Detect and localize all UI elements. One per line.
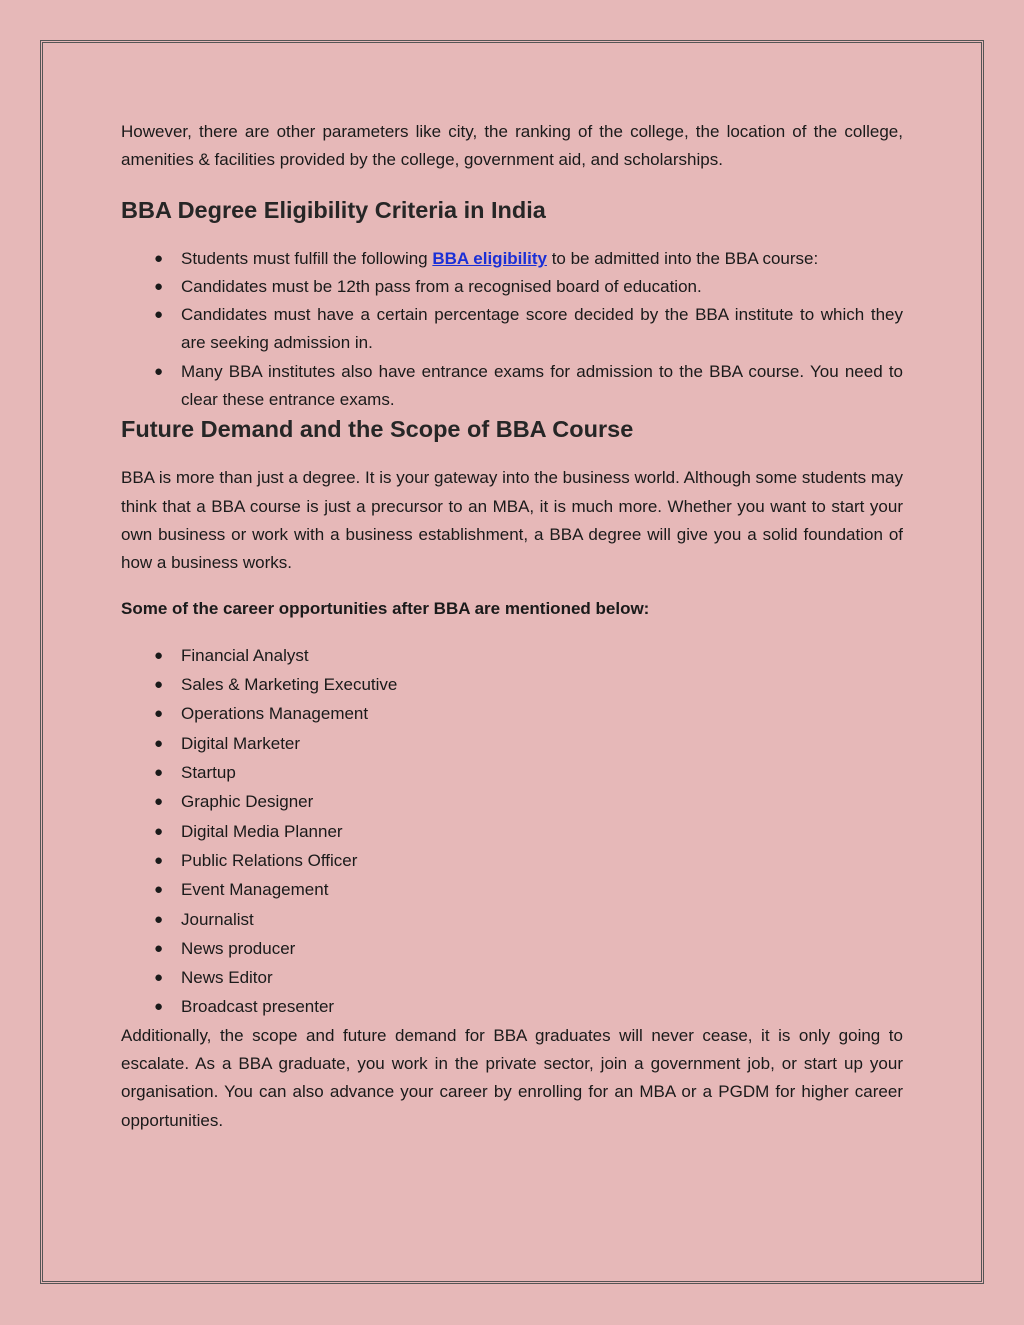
career-item: Graphic Designer	[181, 792, 314, 812]
bullet-icon: ●	[154, 734, 164, 752]
career-item: Operations Management	[181, 704, 369, 724]
intro-paragraph: However, there are other parameters like city, the ranking of the college, the location of the college, amenities & facilities provided by the college, government aid, and scholarships.	[121, 122, 903, 170]
document-content	[121, 118, 903, 1135]
list-item	[121, 846, 903, 875]
bullet-icon: ●	[154, 793, 164, 811]
bullet-icon: ●	[154, 822, 164, 840]
career-item: Event Management	[181, 880, 329, 900]
list-item	[121, 301, 903, 358]
eligibility-list	[121, 245, 903, 415]
bullet-icon: ●	[154, 910, 164, 928]
career-item: Journalist	[181, 909, 254, 929]
career-item: Sales & Marketing Executive	[181, 675, 398, 695]
career-item: Digital Media Planner	[181, 821, 343, 841]
list-item	[121, 992, 903, 1021]
closing-paragraph: Additionally, the scope and future demand for BBA graduates will never cease, it is only going to escalate. As a BBA graduate, you work in the private sector, join a government job, or start up your organisation. You can also advance your career by enrolling for an MBA or a PGDM for higher career opportunities.	[121, 1025, 903, 1130]
career-item: Digital Marketer	[181, 733, 301, 753]
bullet-icon: ●	[154, 881, 164, 899]
list-item	[121, 758, 903, 787]
list-item	[121, 817, 903, 846]
list-item	[121, 358, 903, 415]
list-item	[121, 641, 903, 670]
bullet-icon: ●	[154, 646, 164, 664]
career-item: Public Relations Officer	[181, 850, 358, 870]
list-item	[121, 670, 903, 699]
list-item	[121, 963, 903, 992]
scope-paragraph: BBA is more than just a degree. It is your gateway into the business world. Although some students may think that a BBA course is just a precursor to an MBA, it is much more. Whether you want to start your own business or work with a business establishment, a BBA degree will give you a solid foundation of how a business works.	[121, 468, 903, 573]
future-scope-heading: Future Demand and the Scope of BBA Course	[121, 416, 634, 443]
list-item	[121, 787, 903, 816]
bullet-icon: ●	[154, 705, 164, 723]
bullet-icon: ●	[154, 851, 164, 869]
bullet-icon: ●	[154, 764, 164, 782]
career-item: Financial Analyst	[181, 645, 309, 665]
bullet-icon: ●	[154, 969, 164, 987]
list-item	[121, 934, 903, 963]
careers-heading: Some of the career opportunities after BBA are mentioned below:	[121, 598, 650, 618]
careers-list	[121, 641, 903, 1022]
bullet-icon: ●	[154, 277, 164, 295]
career-item: Broadcast presenter	[181, 997, 335, 1017]
list-item	[121, 729, 903, 758]
list-item	[121, 905, 903, 934]
list-item	[121, 699, 903, 728]
list-item-text: Students must fulfill the following	[181, 248, 433, 268]
list-item-text: Many BBA institutes also have entrance exams for admission to the BBA course. You need to clear these entrance exams.	[181, 361, 903, 410]
list-item	[121, 875, 903, 904]
bullet-icon: ●	[154, 306, 164, 324]
career-item: News Editor	[181, 968, 273, 988]
bba-eligibility-link[interactable]: BBA eligibility	[432, 248, 547, 268]
career-item: News producer	[181, 938, 296, 958]
list-item-text: Candidates must be 12th pass from a recognised board of education.	[181, 276, 702, 296]
list-item	[121, 273, 903, 301]
bullet-icon: ●	[154, 939, 164, 957]
bullet-icon: ●	[154, 998, 164, 1016]
eligibility-heading: BBA Degree Eligibility Criteria in India	[121, 196, 546, 223]
bullet-icon: ●	[154, 249, 164, 267]
bullet-icon: ●	[154, 676, 164, 694]
list-item-text: to be admitted into the BBA course:	[546, 248, 819, 268]
list-item-text: Candidates must have a certain percentage score decided by the BBA institute to which they are seeking admission in.	[181, 305, 903, 353]
career-item: Startup	[181, 763, 236, 783]
bullet-icon: ●	[154, 362, 164, 380]
list-item	[121, 245, 903, 273]
